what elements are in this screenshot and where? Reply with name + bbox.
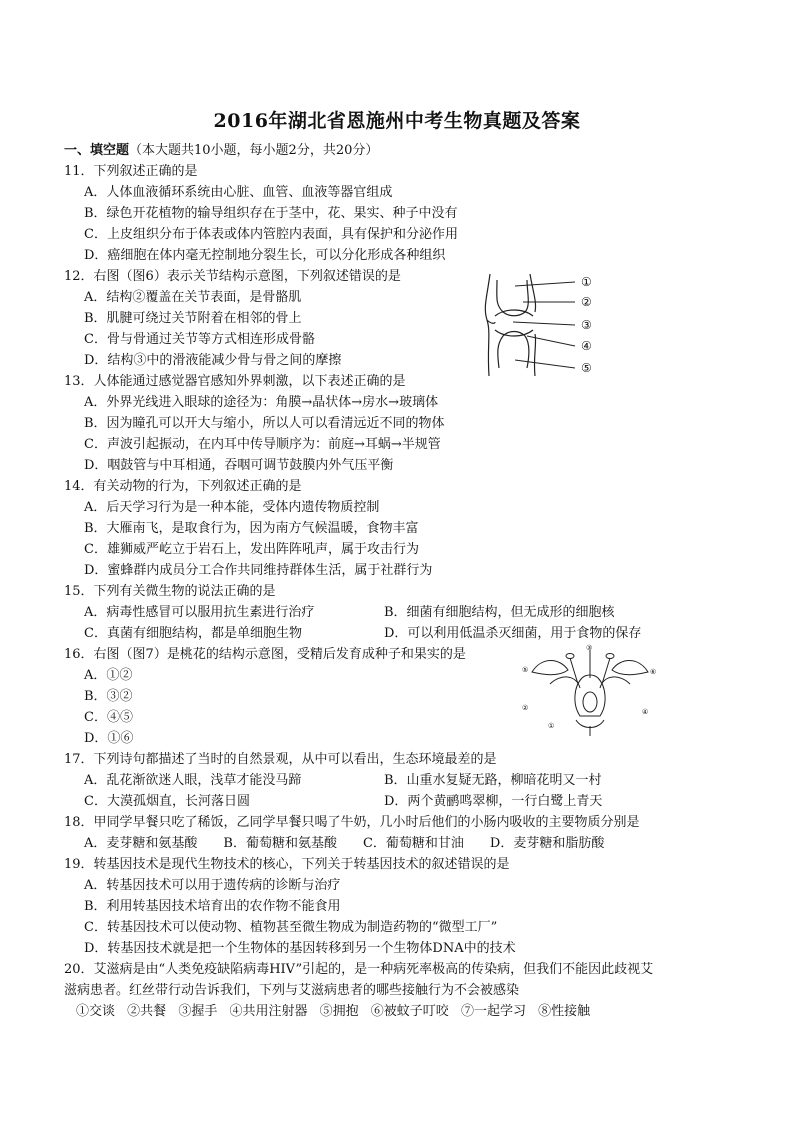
fig6-label-1: ① <box>581 275 592 289</box>
q18-option-b: B．葡萄糖和氨基酸 <box>223 836 337 851</box>
q17-row-1 <box>64 770 744 791</box>
fig7-label-left: ⑤ <box>522 666 529 674</box>
q18-option-a: A．麦芽糖和氨基酸 <box>84 836 198 851</box>
q19-option-b: B．利用转基因技术培育出的农作物不能食用 <box>84 899 341 914</box>
q13-option-a: A．外界光线进入眼球的途径为：角膜→晶状体→房水→玻璃体 <box>84 395 439 410</box>
q13-option-b: B．因为瞳孔可以开大与缩小，所以人可以看清远近不同的物体 <box>84 416 445 431</box>
q15-row-1 <box>64 602 744 623</box>
q20-item-1: ①交谈 <box>76 1004 116 1019</box>
q18-option-c: C．葡萄糖和甘油 <box>362 836 464 851</box>
q17-option-b: B．山重水复疑无路，柳暗花明又一村 <box>384 773 602 788</box>
q16-option-d: D．①⑥ <box>84 731 134 746</box>
fig6-label-2: ② <box>581 295 592 309</box>
q19-option-d: D．转基因技术就是把一个生物体的基因转移到另一个生物体DNA中的技术 <box>84 941 516 956</box>
q19-option-c: C．转基因技术可以使动物、植物甚至微生物成为制造药物的“微型工厂” <box>84 920 498 935</box>
q15-option-a: A．病毒性感冒可以服用抗生素进行治疗 <box>84 605 315 620</box>
q14-option-b: B．大雁南飞，是取食行为，因为南方气候温暖，食物丰富 <box>84 521 419 536</box>
section-heading <box>64 140 744 161</box>
q19-option-a: A．转基因技术可以用于遗传病的诊断与治疗 <box>84 878 341 893</box>
q16-stem: 16．右图（图7）是桃花的结构示意图，受精后发育成种子和果实的是 <box>64 647 466 662</box>
q19-stem: 19．转基因技术是现代生物技术的核心，下列关于转基因技术的叙述错误的是 <box>64 857 510 872</box>
q11-stem: 11．下列叙述正确的是 <box>64 164 198 179</box>
q12-option-a: A．结构②覆盖在关节表面，是骨骼肌 <box>84 290 302 305</box>
q15-option-b: B．细菌有细胞结构，但无成形的细胞核 <box>384 605 615 620</box>
fig6-label-4: ④ <box>581 339 592 353</box>
fig6-label-5: ⑤ <box>581 361 592 375</box>
q18-options-row <box>64 833 744 854</box>
fig7-label-bottom: ① <box>548 722 555 730</box>
q20-stem-line-1: 20．艾滋病是由“人类免疫缺陷病毒HIV”引起的，是一种病死率极高的传染病，但我们不能因此歧视艾 <box>64 962 654 977</box>
q12-option-d: D．结构③中的滑液能减少骨与骨之间的摩擦 <box>84 353 342 368</box>
q20-item-2: ②共餐 <box>127 1004 167 1019</box>
q11-option-b: B．绿色开花植物的输导组织存在于茎中，花、果实、种子中没有 <box>84 206 458 221</box>
q15-option-c: C．真菌有细胞结构，都是单细胞生物 <box>84 626 302 641</box>
fig6-label-3: ③ <box>581 318 592 332</box>
q15-row-2 <box>64 623 744 644</box>
q18-stem: 18．甲同学早餐只吃了稀饭，乙同学早餐只喝了牛奶，几小时后他们的小肠内吸收的主要物质分别是 <box>64 815 640 830</box>
q14-stem: 14．有关动物的行为，下列叙述正确的是 <box>64 479 302 494</box>
q14-option-c: C．雄狮威严屹立于岩石上，发出阵阵吼声，属于攻击行为 <box>84 542 419 557</box>
q20-item-5: ⑤拥抱 <box>319 1004 359 1019</box>
q20-items-row <box>64 1001 744 1022</box>
q20-item-3: ③握手 <box>178 1004 218 1019</box>
q18-option-d: D．麦芽糖和脂肪酸 <box>489 836 605 851</box>
q15-stem: 15．下列有关微生物的说法正确的是 <box>64 584 276 599</box>
q20-item-7: ⑦一起学习 <box>460 1004 526 1019</box>
q17-stem: 17．下列诗句都描述了当时的自然景观，从中可以看出，生态环境最差的是 <box>64 752 497 767</box>
section-note: （本大题共10小题，每小题2分，共20分） <box>129 143 379 158</box>
q13-option-d: D．咽鼓管与中耳相通，吞咽可调节鼓膜内外气压平衡 <box>84 458 394 473</box>
q11-option-c: C．上皮组织分布于体表或体内管腔内表面，具有保护和分泌作用 <box>84 227 458 242</box>
q17-row-2 <box>64 791 744 812</box>
q20-stem-line-2: 滋病患者。红丝带行动告诉我们，下列与艾滋病患者的哪些接触行为不会被感染 <box>64 983 520 998</box>
question-list <box>64 140 744 1022</box>
q12-option-b: B．肌腱可绕过关节附着在相邻的骨上 <box>84 311 302 326</box>
q17-option-d: D．两个黄鹂鸣翠柳，一行白鹭上青天 <box>384 794 603 809</box>
section-label: 一、填空题 <box>64 143 130 158</box>
q16-option-a: A．①② <box>84 668 133 683</box>
q14-option-a: A．后天学习行为是一种本能，受体内遗传物质控制 <box>84 500 380 515</box>
q12-stem: 12．右图（图6）表示关节结构示意图，下列叙述错误的是 <box>64 269 401 284</box>
q20-item-4: ④共用注射器 <box>229 1004 308 1019</box>
fig7-label-top: ③ <box>586 644 593 652</box>
q11-option-d: D．癌细胞在体内毫无控制地分裂生长，可以分化形成各种组织 <box>84 248 446 263</box>
fig7-label-right: ⑥ <box>650 668 657 676</box>
q20-item-8: ⑧性接触 <box>538 1004 591 1019</box>
q20-item-6: ⑥被蚊子叮咬 <box>370 1004 449 1019</box>
fig7-label-left-lower: ② <box>522 704 529 712</box>
q11-option-a: A．人体血液循环系统由心脏、血管、血液等器官组成 <box>84 185 393 200</box>
q17-option-a: A．乱花渐欲迷人眼，浅草才能没马蹄 <box>84 773 302 788</box>
page-title: 2016年湖北省恩施州中考生物真题及答案 <box>213 110 581 132</box>
q16-option-b: B．③② <box>84 689 133 704</box>
q12-option-c: C．骨与骨通过关节等方式相连形成骨骼 <box>84 332 315 347</box>
q17-option-c: C．大漠孤烟直，长河落日圆 <box>84 794 250 809</box>
q13-option-c: C．声波引起振动，在内耳中传导顺序为：前庭→耳蜗→半规管 <box>84 437 441 452</box>
q15-option-d: D．可以利用低温杀灭细菌，用于食物的保存 <box>384 626 642 641</box>
fig7-label-right-lower: ④ <box>642 708 649 716</box>
q13-stem: 13．人体能通过感觉器官感知外界刺激，以下表述正确的是 <box>64 374 406 389</box>
q16-option-c: C．④⑤ <box>84 710 133 725</box>
q14-option-d: D．蜜蜂群内成员分工合作共同维持群体生活，属于社群行为 <box>84 563 433 578</box>
